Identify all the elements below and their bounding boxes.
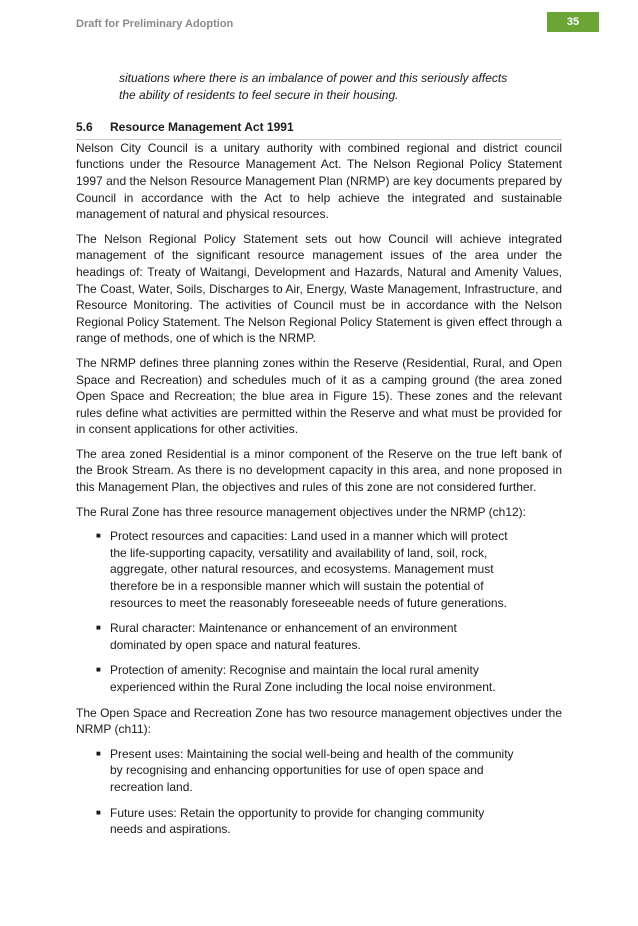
paragraph: The Open Space and Recreation Zone has two resource management objectives under the NRMP (ch11): <box>76 705 562 737</box>
paragraph: The Nelson Regional Policy Statement sets out how Council will achieve integrated management of the significant resource management issues of the area under the headings of: Treaty of Waitangi, Development and Hazards, Natural and Amenity Values, The Coast, Water, Soils, Discharges to Air, Energy, Waste Management, Infrastructure, and Resource Monitoring. The activities of Council must be in accordance with the Nelson Regional Policy Statement. The Nelson Regional Policy Statement is given effect through a range of methods, one of which is the NRMP. <box>76 231 562 346</box>
rural-objectives-list <box>76 528 562 695</box>
bullet-icon: ■ <box>96 807 101 817</box>
bullet-icon: ■ <box>96 665 101 675</box>
list-item-text: Protect resources and capacities: Land used in a manner which will protect the life-supporting capacity, versatility and availability of land, soil, rock, aggregate, other natural resources, and ecosystems. Management must therefore be in a responsible manner which will sustain the potential of resources to meet the reasonably foreseeable needs of future generations. <box>110 529 508 610</box>
quote-continuation: situations where there is an imbalance of power and this seriously affects the ability of residents to feel secure in their housing. <box>119 71 508 102</box>
page-number-badge: 35 <box>547 12 599 32</box>
paragraph: Nelson City Council is a unitary authority with combined regional and district council functions under the Resource Management Act. The Nelson Regional Policy Statement 1997 and the Nelson Resource Management Plan (NRMP) are key documents prepared by Council in accordance with the Act to help achieve the integrated and sustainable management of natural and physical resources. <box>76 140 562 222</box>
list-item <box>76 746 516 796</box>
list-item <box>76 662 516 695</box>
list-item-text: Future uses: Retain the opportunity to provide for changing community needs and aspirations. <box>110 805 485 837</box>
list-item <box>76 528 516 611</box>
paragraph: The area zoned Residential is a minor component of the Reserve on the true left bank of the Brook Stream. As there is no development capacity in this area, and none proposed in this Management Plan, the objectives and rules of this zone are not considered further. <box>76 446 562 495</box>
list-item <box>76 805 516 838</box>
header-title: Draft for Preliminary Adoption <box>76 18 234 30</box>
bullet-icon: ■ <box>96 623 101 633</box>
list-item-text: Present uses: Maintaining the social well-being and health of the community by recognising and enhancing opportunities for use of open space and recreation land. <box>110 746 514 794</box>
section-title: Resource Management Act 1991 <box>110 120 294 135</box>
bullet-icon: ■ <box>96 531 101 541</box>
list-item-text: Protection of amenity: Recognise and maintain the local rural amenity experienced within the Rural Zone including the local noise environment. <box>110 663 496 694</box>
bullet-icon: ■ <box>96 748 101 758</box>
open-space-objectives-list <box>76 746 562 838</box>
paragraph: The Rural Zone has three resource management objectives under the NRMP (ch12): <box>76 504 527 519</box>
page-content <box>76 70 562 847</box>
section-number: 5.6 <box>76 120 93 135</box>
paragraph: The NRMP defines three planning zones within the Reserve (Residential, Rural, and Open Space and Recreation) and schedules much of it as a camping ground (the area zoned Open Space and Recreation; the blue area in Figure 15). These zones and the relevant rules define what activities are permitted within the Reserve and what must be provided for in consent applications for other activities. <box>76 355 562 437</box>
list-item-text: Rural character: Maintenance or enhancement of an environment dominated by open space and natural features. <box>110 621 457 652</box>
section-heading <box>76 119 562 140</box>
list-item <box>76 620 516 653</box>
